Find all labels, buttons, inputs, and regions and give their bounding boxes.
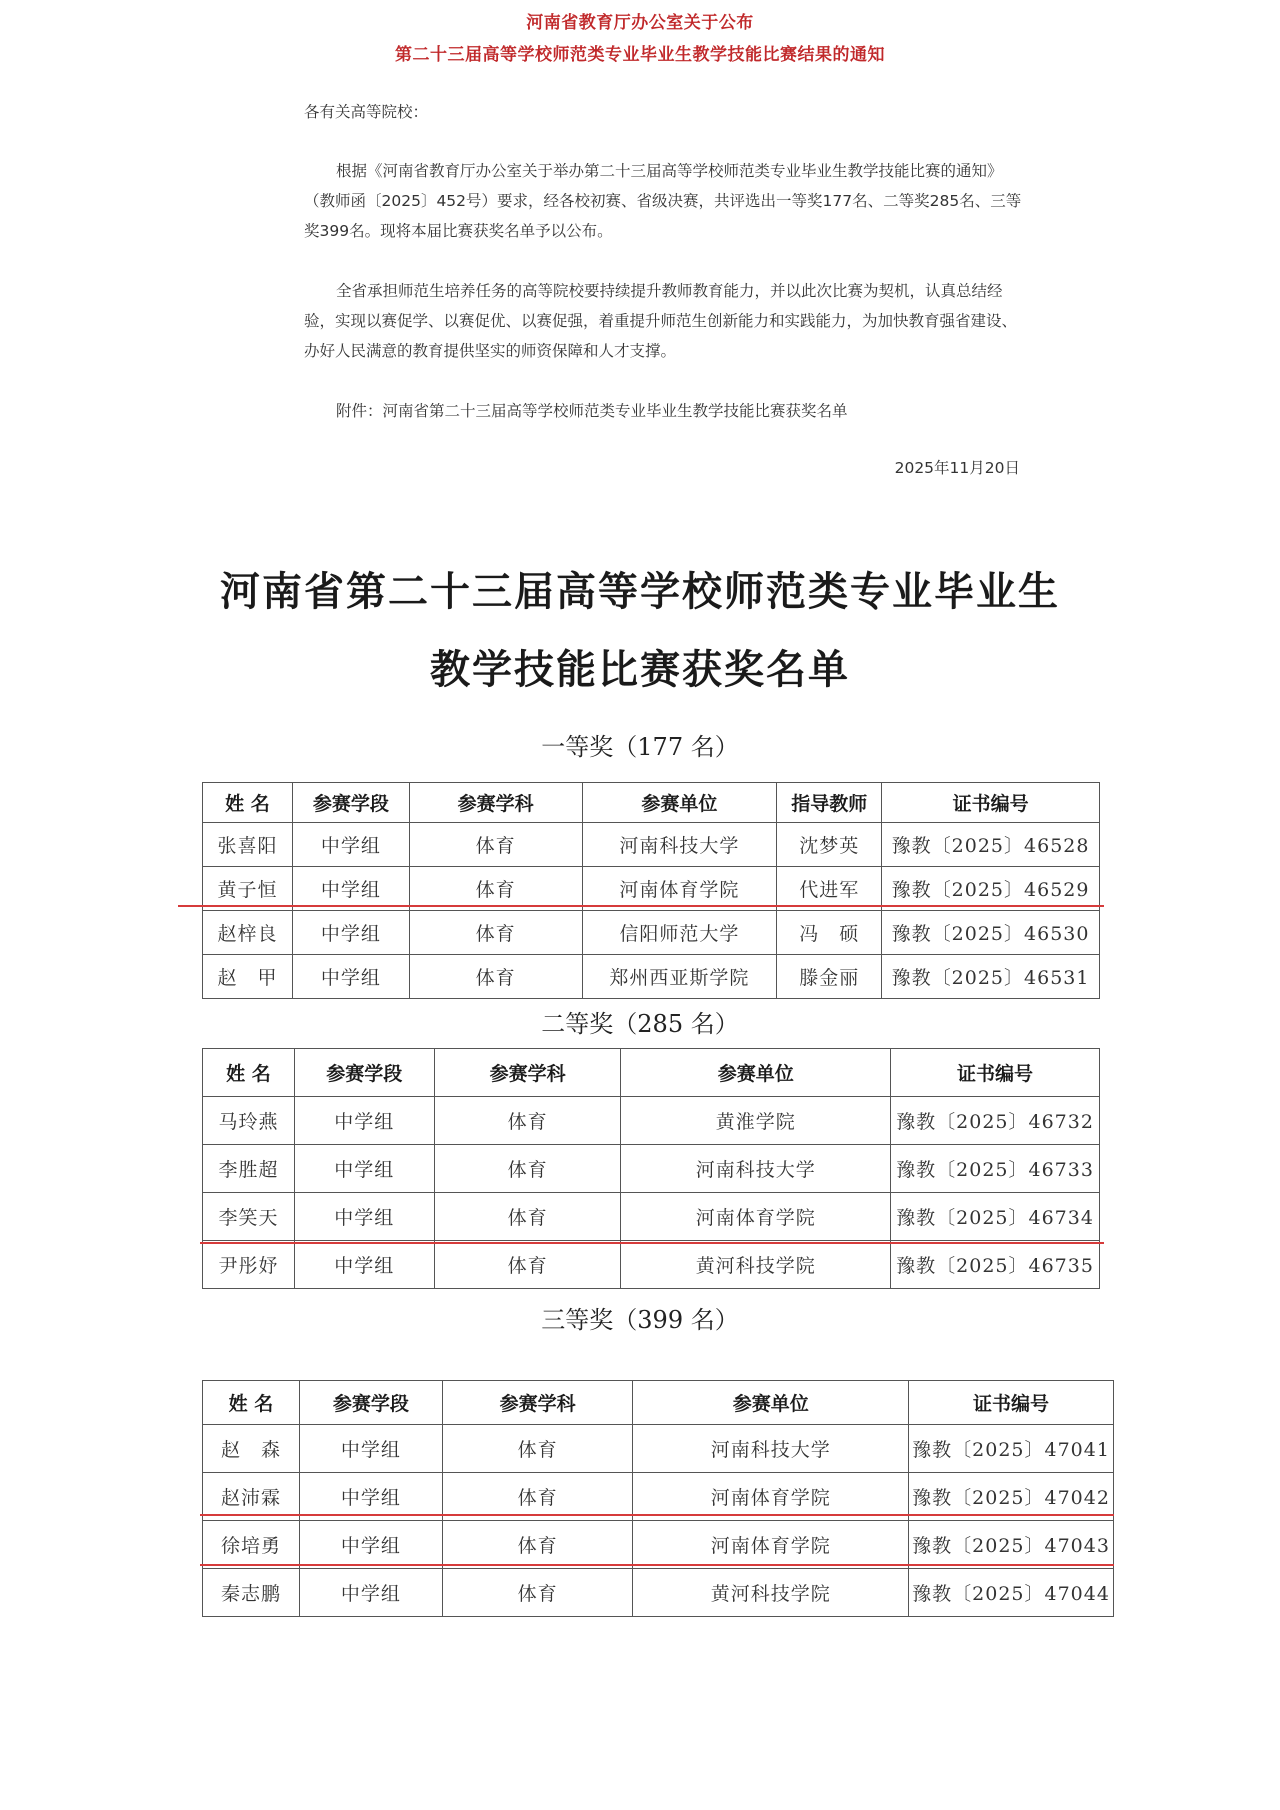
table-row [203,1241,1100,1289]
cell-unit: 河南科技大学 [582,823,777,867]
cell-stage: 中学组 [292,955,409,999]
cell-subject: 体育 [442,1473,633,1521]
col-subject: 参赛学科 [442,1381,633,1425]
cell-certificate: 豫教〔2025〕46529 [882,867,1100,911]
col-stage: 参赛学段 [299,1381,442,1425]
cell-stage: 中学组 [292,823,409,867]
cell-subject: 体育 [434,1241,621,1289]
highlight-underline [200,1242,1104,1244]
cell-stage: 中学组 [299,1521,442,1569]
col-certificate: 证书编号 [882,783,1100,823]
col-subject: 参赛学科 [434,1049,621,1097]
cell-certificate: 豫教〔2025〕46732 [891,1097,1100,1145]
col-name: 姓 名 [203,1381,300,1425]
cell-name: 徐培勇 [203,1521,300,1569]
cell-advisor: 代进军 [777,867,882,911]
cell-subject: 体育 [442,1521,633,1569]
cell-certificate: 豫教〔2025〕46530 [882,911,1100,955]
cell-certificate: 豫教〔2025〕46733 [891,1145,1100,1193]
list-title-line2: 教学技能比赛获奖名单 [430,646,850,693]
cell-certificate: 豫教〔2025〕46528 [882,823,1100,867]
table-row [203,1145,1100,1193]
cell-unit: 黄河科技学院 [621,1241,891,1289]
cell-stage: 中学组 [294,1241,434,1289]
table-header-row [203,1381,1114,1425]
cell-certificate: 豫教〔2025〕47044 [909,1569,1114,1617]
cell-name: 秦志鹏 [203,1569,300,1617]
table-row [203,823,1100,867]
col-stage: 参赛学段 [294,1049,434,1097]
paragraph-2: 全省承担师范生培养任务的高等院校要持续提升教师教育能力，并以此次比赛为契机，认真总结经验，实现以赛促学、以赛促优、以赛促强，着重提升师范生创新能力和实践能力，为加快教育强省建设、办好人民满意的教育提供坚实的师资保障和人才支撑。 [304,282,1018,360]
highlight-box-bottom [200,1564,1114,1566]
table-row [203,911,1100,955]
cell-subject: 体育 [409,823,582,867]
cell-unit: 河南科技大学 [633,1425,909,1473]
third-prize-table [202,1380,1114,1617]
cell-name: 李笑天 [203,1193,295,1241]
cell-name: 赵 甲 [203,955,293,999]
col-stage: 参赛学段 [292,783,409,823]
cell-certificate: 豫教〔2025〕47042 [909,1473,1114,1521]
cell-subject: 体育 [409,867,582,911]
cell-name: 赵沛霖 [203,1473,300,1521]
cell-certificate: 豫教〔2025〕46531 [882,955,1100,999]
table-row [203,1569,1114,1617]
cell-unit: 河南体育学院 [633,1521,909,1569]
cell-subject: 体育 [409,955,582,999]
cell-unit: 河南体育学院 [582,867,777,911]
col-advisor: 指导教师 [777,783,882,823]
cell-subject: 体育 [434,1145,621,1193]
cell-advisor: 沈梦英 [777,823,882,867]
cell-certificate: 豫教〔2025〕47043 [909,1521,1114,1569]
cell-advisor: 冯 硕 [777,911,882,955]
first-prize-table [202,782,1100,999]
col-name: 姓 名 [203,783,293,823]
cell-subject: 体育 [442,1569,633,1617]
table-row [203,1097,1100,1145]
cell-unit: 黄河科技学院 [633,1569,909,1617]
cell-stage: 中学组 [294,1097,434,1145]
col-unit: 参赛单位 [633,1381,909,1425]
notice-title-line1: 河南省教育厅办公室关于公布 [526,13,754,33]
cell-unit: 河南体育学院 [633,1473,909,1521]
cell-name: 赵 森 [203,1425,300,1473]
cell-name: 李胜超 [203,1145,295,1193]
cell-unit: 黄淮学院 [621,1097,891,1145]
cell-unit: 信阳师范大学 [582,911,777,955]
table-row [203,1193,1100,1241]
cell-advisor: 滕金丽 [777,955,882,999]
table-header-row [203,1049,1100,1097]
notice-date: 2025年11月20日 [894,459,1020,477]
list-title-line1: 河南省第二十三届高等学校师范类专业毕业生 [220,568,1060,615]
paragraph-1: 根据《河南省教育厅办公室关于举办第二十三届高等学校师范类专业毕业生教学技能比赛的通知》（教师函〔2025〕452号）要求，经各校初赛、省级决赛，共评选出一等奖177名、二等奖285名、三等奖399名。现将本届比赛获奖名单予以公布。 [304,162,1022,240]
cell-unit: 河南体育学院 [621,1193,891,1241]
cell-certificate: 豫教〔2025〕46734 [891,1193,1100,1241]
cell-name: 尹彤妤 [203,1241,295,1289]
second-prize-heading: 二等奖（285 名） [541,1010,739,1038]
table-row [203,867,1100,911]
col-unit: 参赛单位 [582,783,777,823]
cell-stage: 中学组 [292,911,409,955]
cell-stage: 中学组 [292,867,409,911]
cell-stage: 中学组 [294,1145,434,1193]
notice-title-line2: 第二十三届高等学校师范类专业毕业生教学技能比赛结果的通知 [395,45,885,65]
attachment-note: 附件：河南省第二十三届高等学校师范类专业毕业生教学技能比赛获奖名单 [336,402,848,420]
cell-stage: 中学组 [299,1569,442,1617]
cell-certificate: 豫教〔2025〕47041 [909,1425,1114,1473]
first-prize-heading: 一等奖（177 名） [541,733,739,761]
cell-name: 张喜阳 [203,823,293,867]
highlight-underline [178,905,1104,907]
highlight-box-top [200,1514,1114,1516]
cell-unit: 河南科技大学 [621,1145,891,1193]
cell-subject: 体育 [434,1193,621,1241]
cell-name: 马玲燕 [203,1097,295,1145]
table-row [203,1521,1114,1569]
cell-unit: 郑州西亚斯学院 [582,955,777,999]
cell-stage: 中学组 [299,1425,442,1473]
col-subject: 参赛学科 [409,783,582,823]
cell-name: 黄子恒 [203,867,293,911]
salutation: 各有关高等院校： [304,103,429,121]
cell-stage: 中学组 [299,1473,442,1521]
table-row [203,955,1100,999]
cell-subject: 体育 [442,1425,633,1473]
cell-stage: 中学组 [294,1193,434,1241]
col-name: 姓 名 [203,1049,295,1097]
table-row [203,1425,1114,1473]
col-unit: 参赛单位 [621,1049,891,1097]
table-header-row [203,783,1100,823]
third-prize-heading: 三等奖（399 名） [541,1306,739,1334]
cell-certificate: 豫教〔2025〕46735 [891,1241,1100,1289]
col-certificate: 证书编号 [891,1049,1100,1097]
col-certificate: 证书编号 [909,1381,1114,1425]
cell-subject: 体育 [409,911,582,955]
cell-name: 赵梓良 [203,911,293,955]
second-prize-table [202,1048,1100,1289]
cell-subject: 体育 [434,1097,621,1145]
